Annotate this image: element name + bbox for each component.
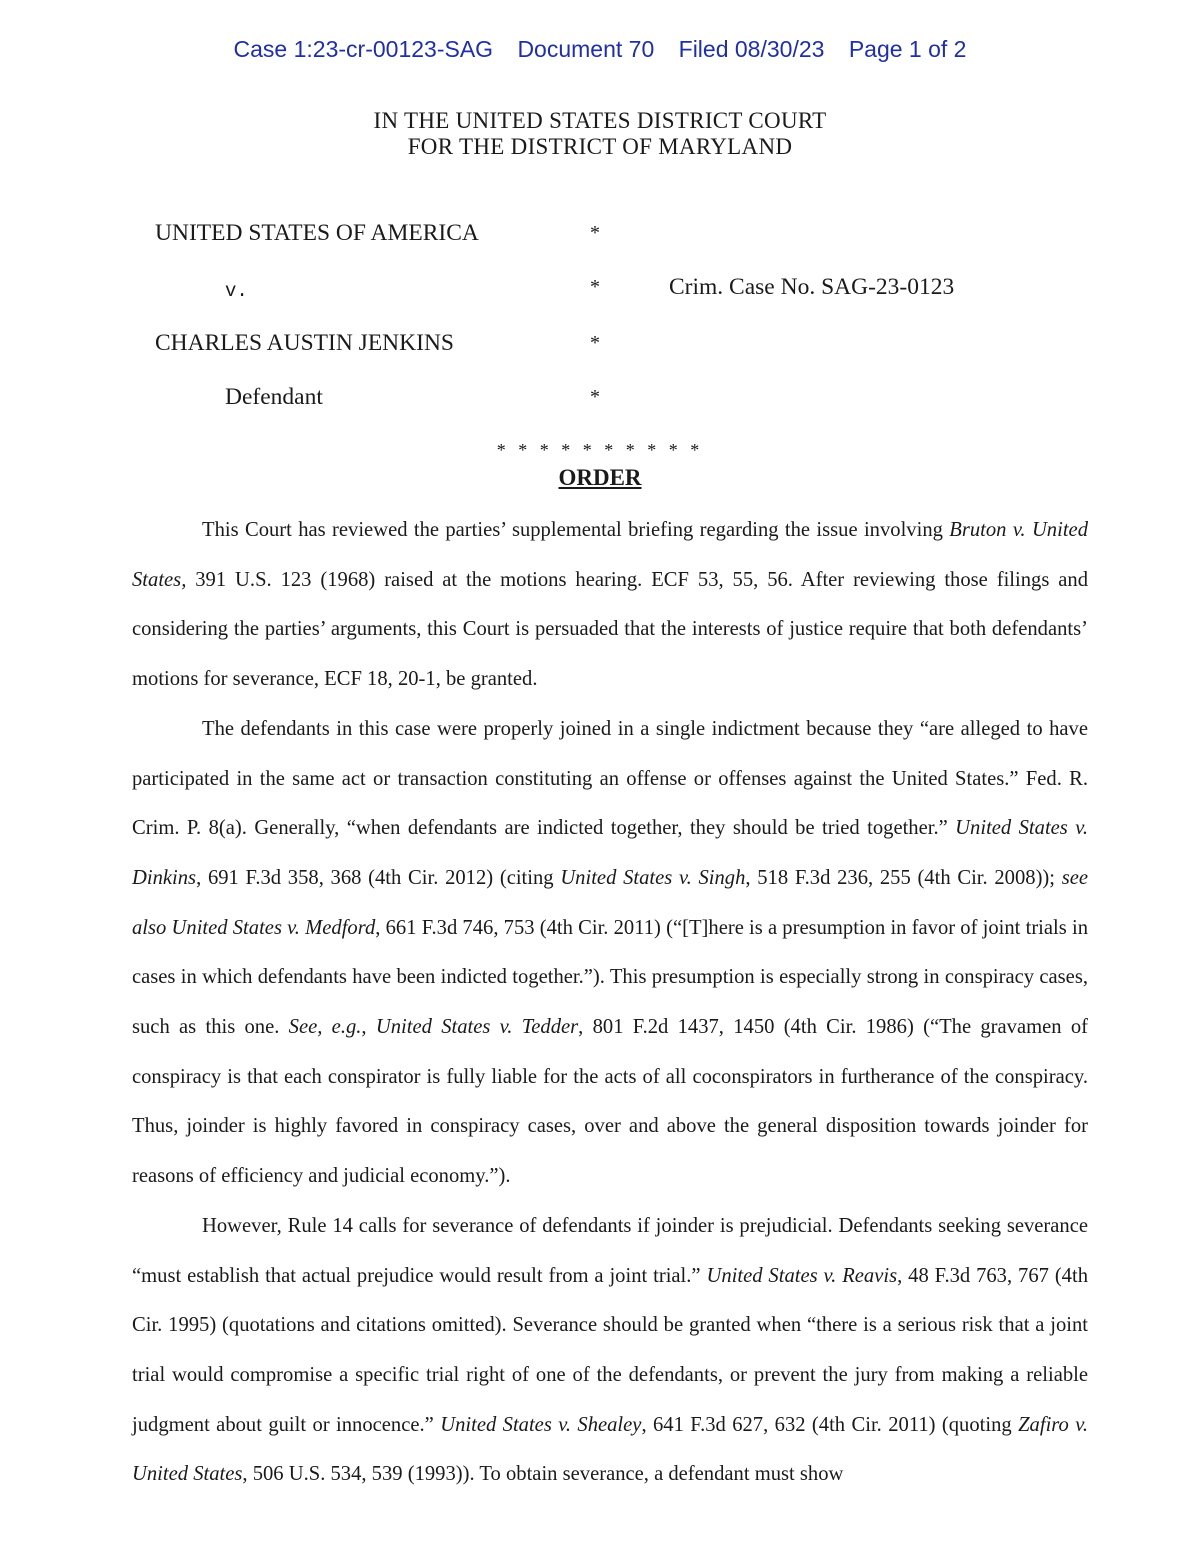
case-citation: see also United States v. Medford	[132, 866, 1089, 939]
caption-case-number: Crim. Case No. SAG-23-0123	[669, 274, 955, 300]
caption-defendant-label: Defendant	[225, 384, 323, 410]
paragraph-text: ,	[361, 1016, 376, 1039]
caption-star: *	[590, 386, 600, 408]
stamp-case-number: Case 1:23-cr-00123-SAG	[233, 36, 494, 62]
paragraph-text: However, Rule 14 calls for severance of defendants if joinder is prejudicial. Defendants seeking severance “must establish that actual prejudice would result from a joint trial.”	[132, 1214, 1088, 1287]
case-citation: See, e.g.	[288, 1016, 362, 1039]
case-citation: United States v. Tedder	[375, 1016, 579, 1039]
paragraph-text: , 518 F.3d 236, 255 (4th Cir. 2008));	[745, 866, 1062, 889]
court-heading	[0, 108, 1200, 160]
paragraph-text: , 641 F.3d 627, 632 (4th Cir. 2011) (quoting	[641, 1413, 1019, 1436]
order-title: ORDER	[558, 465, 642, 490]
order-body	[132, 506, 1088, 1500]
case-citation: United States v. Singh	[560, 866, 746, 889]
body-paragraph	[132, 1202, 1088, 1500]
paragraph-text: 391 U.S. 123 (1968) raised at the motions hearing. ECF 53, 55, 56. After reviewing those filings and considering the parties’ arguments, this Court is persuaded that the interests of justice require that both defendants’ motions for severance, ECF 18, 20-1, be granted.	[132, 568, 1088, 691]
case-citation: Zafiro v. United States	[132, 1413, 1088, 1486]
court-heading-line-1: IN THE UNITED STATES DISTRICT COURT	[373, 108, 827, 133]
paragraph-text: , 691 F.3d 358, 368 (4th Cir. 2012) (citing	[196, 866, 561, 889]
case-citation: Bruton v. United States,	[132, 519, 1088, 591]
caption-star: *	[590, 332, 600, 354]
case-citation: United States v. Reavis	[706, 1264, 898, 1287]
caption-star: *	[590, 276, 600, 298]
stamp-page-number: Page 1 of 2	[848, 36, 967, 62]
section-divider: * * * * * * * * * *	[496, 440, 704, 460]
caption-plaintiff: UNITED STATES OF AMERICA	[155, 220, 479, 246]
paragraph-text: This Court has reviewed the parties’ supplemental briefing regarding the issue involving	[202, 519, 950, 541]
paragraph-text: , 801 F.2d 1437, 1450 (4th Cir. 1986) (“The gravamen of conspiracy is that each conspirator is fully liable for the acts of all coconspirators in furtherance of the conspiracy. Thus, joinder is highly favored in conspiracy cases, over and above the general disposition towards joinder for reasons of efficiency and judicial economy.”).	[132, 1016, 1089, 1188]
paragraph-text: , 506 U.S. 534, 539 (1993)). To obtain severance, a defendant must show	[242, 1463, 844, 1486]
case-citation: United States v. Shealey	[440, 1413, 642, 1436]
body-paragraph	[132, 506, 1088, 705]
body-paragraph	[132, 705, 1088, 1202]
caption-defendant-name: CHARLES AUSTIN JENKINS	[155, 330, 454, 356]
paragraph-text: The defendants in this case were properly joined in a single indictment because they “are alleged to have participated in the same act or transaction constituting an offense or offenses against the United States.” Fed. R. Crim. P. 8(a). Generally, “when defendants are indicted together, they should be tried together.”	[132, 717, 1088, 840]
caption-versus: v.	[225, 280, 248, 302]
stamp-document-number: Document 70	[517, 36, 655, 62]
paragraph-text: , 48 F.3d 763, 767 (4th Cir. 1995) (quotations and citations omitted). Severance should be granted when “there is a serious risk that a joint trial would compromise a specific trial right of one of the defendants, or prevent the jury from making a reliable judgment about guilt or innocence.”	[132, 1264, 1089, 1436]
filing-stamp-header	[0, 36, 1200, 63]
paragraph-text: , 661 F.3d 746, 753 (4th Cir. 2011) (“[T]here is a presumption in favor of joint trials in cases in which defendants have been indicted together.”). This presumption is especially strong in conspiracy cases, such as this one.	[132, 916, 1088, 1039]
case-citation: United States v. Dinkins	[132, 817, 1088, 889]
stamp-filed-date: Filed 08/30/23	[678, 36, 825, 62]
caption-star: *	[590, 222, 600, 244]
court-heading-line-2: FOR THE DISTRICT OF MARYLAND	[407, 134, 793, 159]
